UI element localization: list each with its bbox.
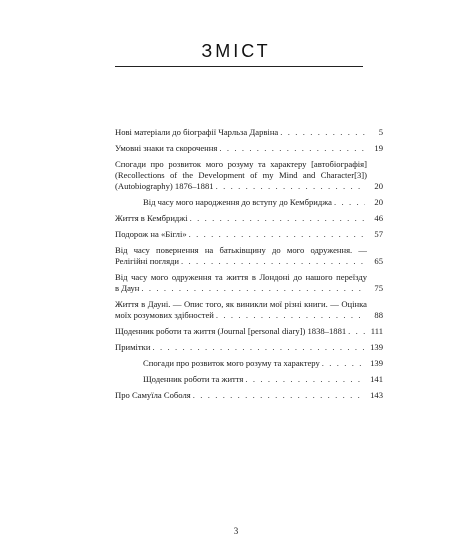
dot-leader <box>245 374 365 385</box>
toc-entry-line: Від часу мого одруження та життя в Лондоні до нашого переїзду <box>115 272 367 282</box>
toc-entry[interactable] <box>115 272 383 294</box>
toc-entry-page: 139 <box>370 342 383 352</box>
page-number: 3 <box>233 526 239 536</box>
toc-entry[interactable] <box>115 213 383 224</box>
dot-leader <box>152 342 365 353</box>
toc-entry-line: Спогади про розвиток мого розуму та характеру [автобіографія] <box>115 159 367 169</box>
toc-entry-page: 46 <box>374 213 383 223</box>
toc-entry-line: (Recollections of the Development of my Mind and Character[3]) <box>115 170 367 180</box>
toc-entry-line: Релігійні погляди <box>115 256 179 266</box>
dot-leader <box>141 283 365 294</box>
dot-leader <box>322 358 365 369</box>
toc-entry-page: 20 <box>374 197 383 207</box>
toc-entry-title: Нові матеріали до біографії Чарльза Дарвіна <box>115 127 279 137</box>
toc-entry[interactable] <box>115 390 383 401</box>
dot-leader <box>348 326 365 337</box>
toc-entry-title: Щоденник роботи та життя <box>143 374 244 384</box>
toc-entry[interactable] <box>115 143 383 154</box>
toc-entry-title: Умовні знаки та скорочення <box>115 143 218 153</box>
toc-entry-title: Життя в Кембриджі <box>115 213 188 223</box>
toc-entry[interactable] <box>115 358 383 369</box>
toc-entry-line: Життя в Дауні. — Опис того, як виникли мої різні книги. — Оцінка <box>115 299 367 309</box>
toc-entry-line: Від часу повернення на батьківщину до мого одруження. — <box>115 245 367 255</box>
toc-entry-title: Подорож на «Біглі» <box>115 229 187 239</box>
toc-entry-line: моїх розумових здібностей <box>115 310 214 320</box>
toc-entry[interactable] <box>115 159 383 192</box>
dot-leader <box>193 390 365 401</box>
dot-leader <box>189 229 365 240</box>
dot-leader <box>181 256 365 267</box>
dot-leader <box>216 310 365 321</box>
toc-entry[interactable] <box>115 299 383 321</box>
toc-entry-title: Про Самуїла Соболя <box>115 390 191 400</box>
dot-leader <box>334 197 365 208</box>
toc-entry-line: в Даун <box>115 283 140 293</box>
toc-entry-page: 65 <box>374 256 383 266</box>
toc-entry[interactable] <box>115 229 383 240</box>
toc-entry[interactable] <box>115 127 383 138</box>
dot-leader <box>190 213 365 224</box>
toc-entry-title: Примітки <box>115 342 151 352</box>
toc-entry[interactable] <box>115 374 383 385</box>
title-underline <box>115 66 363 67</box>
toc-entry-page: 5 <box>378 127 383 137</box>
toc-entry-body <box>115 245 367 267</box>
toc-entry-body <box>115 272 367 294</box>
dot-leader <box>280 127 365 138</box>
toc-entry-page: 20 <box>374 181 383 191</box>
toc-entry-line: (Autobiography) 1876–1881 <box>115 181 214 191</box>
toc-entry-page: 19 <box>374 143 383 153</box>
toc-entry-page: 141 <box>370 374 383 384</box>
toc-entry-body <box>115 159 367 192</box>
toc-entry-title: Від часу мого народження до вступу до Кембриджа <box>143 197 332 207</box>
toc-entry-body <box>115 299 367 321</box>
toc-entry[interactable] <box>115 342 383 353</box>
toc-entry-page: 57 <box>374 229 383 239</box>
toc-entry-page: 88 <box>374 310 383 320</box>
toc-entry-title: Спогади про розвиток мого розуму та характеру <box>143 358 320 368</box>
toc-entry[interactable] <box>115 197 383 208</box>
dot-leader <box>219 143 365 154</box>
page-title: ЗМІСТ <box>201 41 271 61</box>
toc-entry-page: 139 <box>370 358 383 368</box>
toc-entry-page: 111 <box>370 326 383 336</box>
toc-entry-page: 75 <box>374 283 383 293</box>
toc-entry[interactable] <box>115 245 383 267</box>
dot-leader <box>216 181 365 192</box>
toc-entry-title: Щоденник роботи та життя (Journal [personal diary]) 1838–1881 <box>115 326 347 336</box>
toc-entry-page: 143 <box>370 390 383 400</box>
table-of-contents <box>115 127 383 406</box>
toc-entry[interactable] <box>115 326 383 337</box>
